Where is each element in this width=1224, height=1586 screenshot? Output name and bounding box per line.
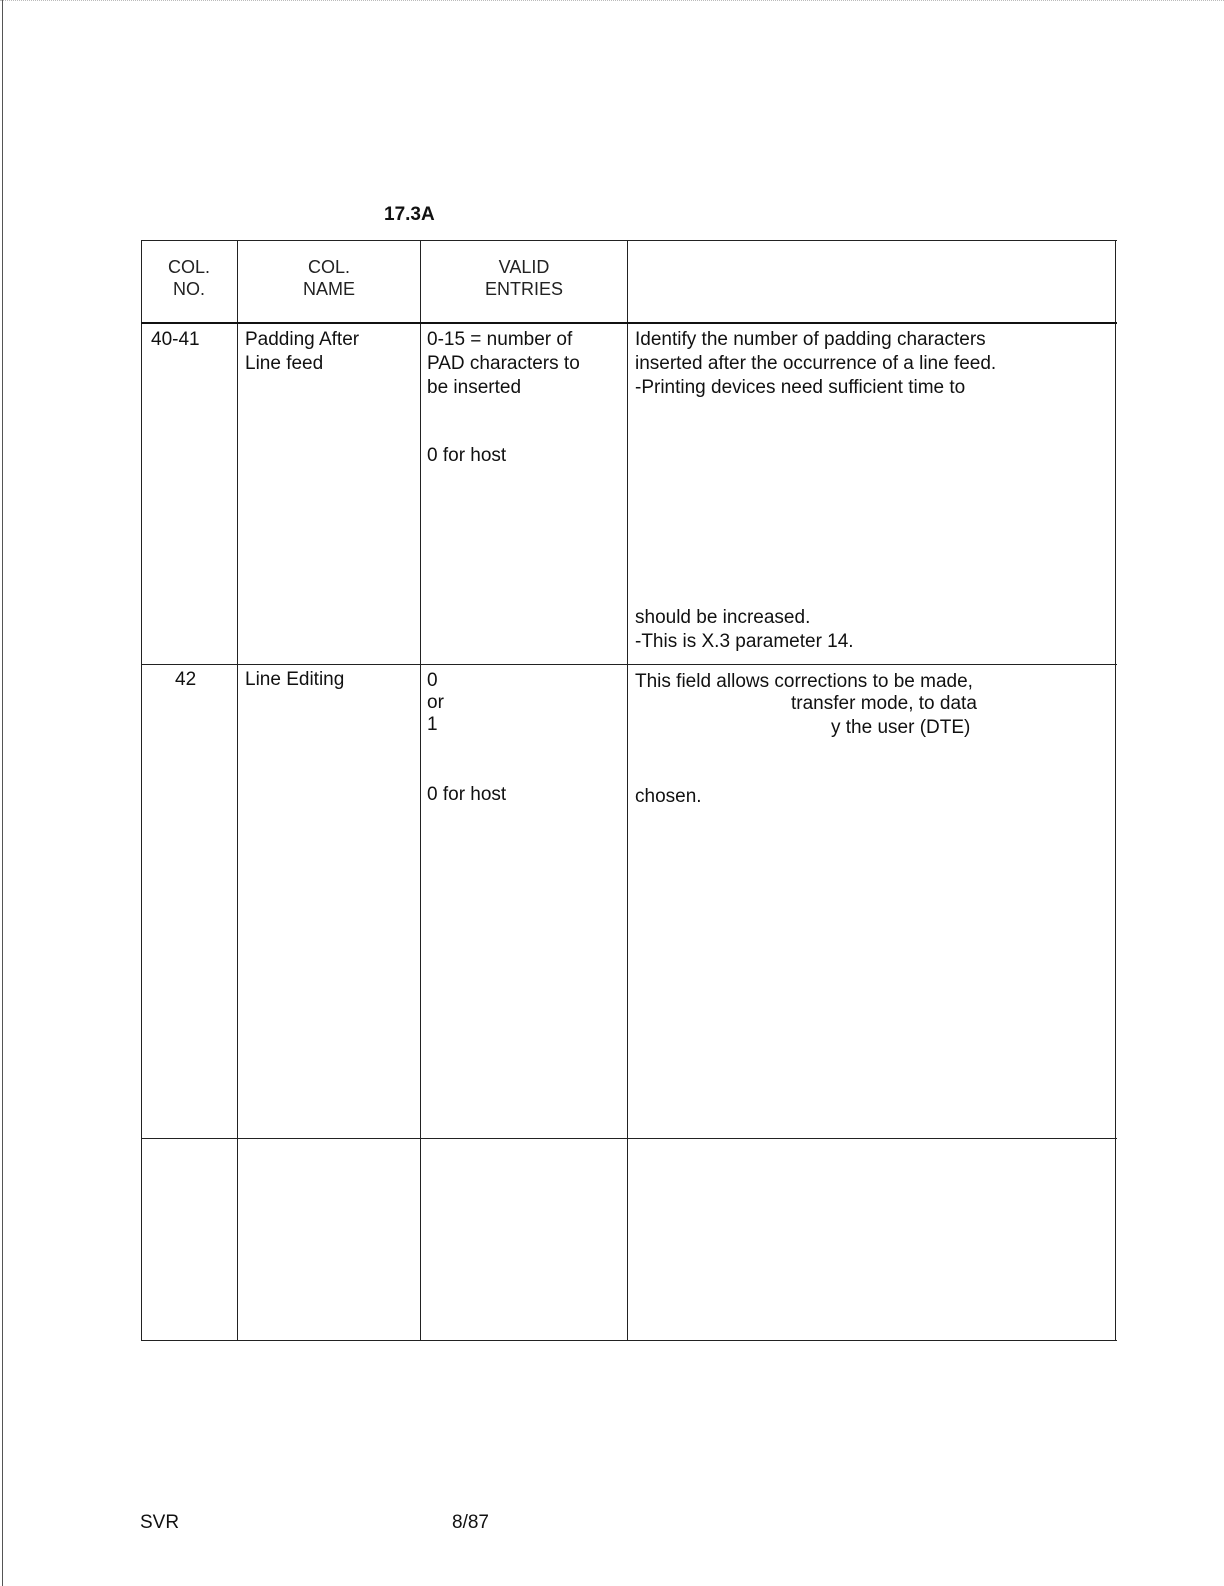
section-id: 17.3A bbox=[384, 204, 435, 225]
footer-left: SVR bbox=[140, 1512, 180, 1533]
row1-description-bottom: should be increased. -This is X.3 parameter 14. bbox=[635, 607, 854, 652]
table-left-rule bbox=[141, 240, 142, 1340]
row2-description-fragment-1: transfer mode, to data bbox=[791, 693, 977, 714]
header-col-name: COL. NAME bbox=[302, 257, 355, 299]
row1-valid-entries: 0-15 = number of PAD characters to be inserted bbox=[427, 329, 580, 398]
table-top-rule bbox=[141, 240, 1117, 241]
header-bottom-rule bbox=[141, 322, 1117, 324]
row1-col-name: Padding After Line feed bbox=[245, 329, 360, 374]
row1-description-top: Identify the number of padding characters inserted after the occurrence of a line feed. -Printing devices need sufficient time to bbox=[635, 329, 997, 398]
row2-description-bottom: chosen. bbox=[635, 786, 702, 807]
row2-col-name: Line Editing bbox=[245, 669, 345, 690]
col-divider-3 bbox=[627, 240, 628, 1340]
row2-valid-default: 0 for host bbox=[427, 784, 507, 805]
row-divider-2 bbox=[141, 1138, 1117, 1139]
row2-description-top: This field allows corrections to be made, bbox=[635, 671, 973, 692]
row2-col-no: 42 bbox=[175, 669, 197, 690]
footer-center: 8/87 bbox=[452, 1512, 489, 1533]
row1-col-no: 40-41 bbox=[151, 329, 200, 350]
page-top-edge bbox=[0, 0, 1224, 1]
row2-description-fragment-2: y the user (DTE) bbox=[831, 717, 971, 738]
col-divider-1 bbox=[237, 240, 238, 1340]
header-valid-entries: VALID ENTRIES bbox=[484, 257, 563, 299]
row1-valid-default: 0 for host bbox=[427, 445, 507, 466]
row-divider-1 bbox=[141, 664, 1117, 665]
table-bottom-rule bbox=[141, 1340, 1117, 1341]
header-col-no: COL. NO. bbox=[167, 257, 210, 299]
page-left-edge bbox=[2, 0, 3, 1586]
table-right-rule bbox=[1115, 240, 1116, 1340]
col-divider-2 bbox=[420, 240, 421, 1340]
row2-valid-entries: 0 or 1 bbox=[427, 670, 444, 735]
parameter-table bbox=[141, 240, 1130, 1358]
